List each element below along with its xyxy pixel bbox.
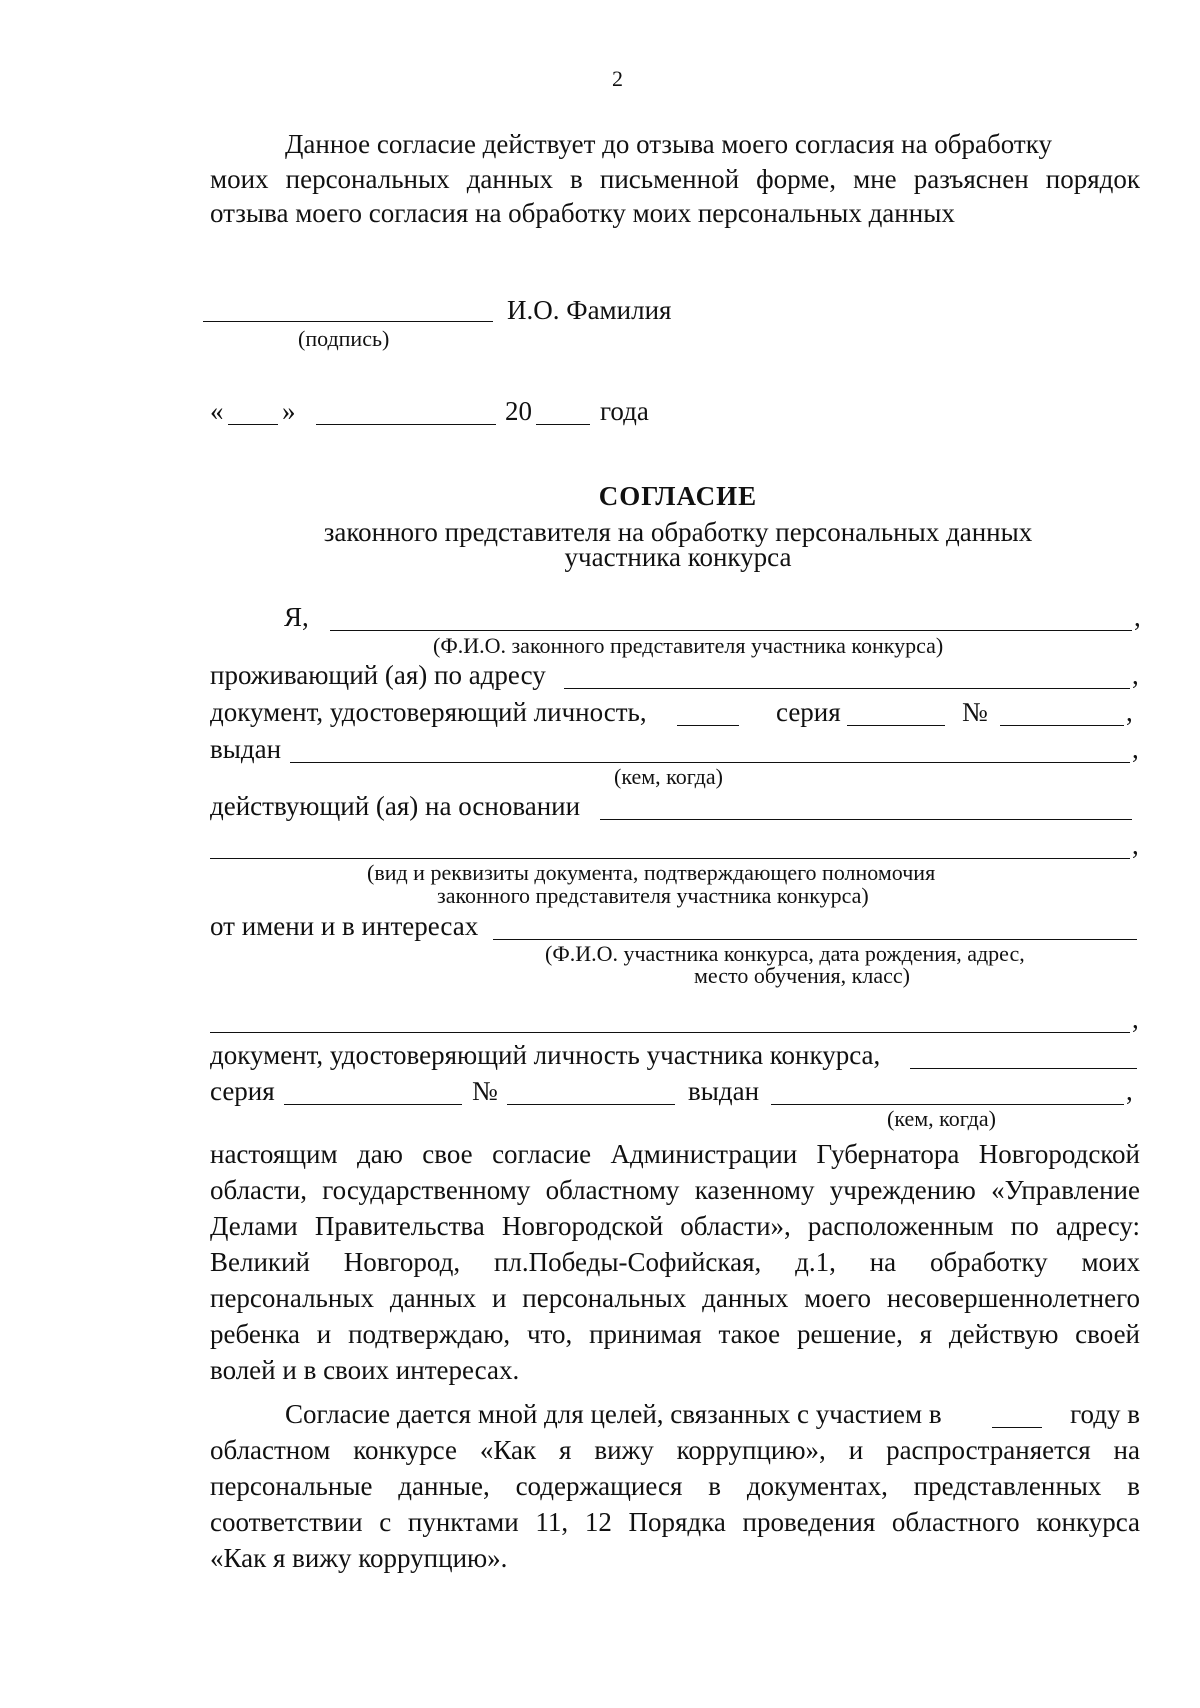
date-open-quote: « <box>210 396 224 426</box>
form-row-basis <box>210 790 1145 826</box>
purpose-line-1-end: году в <box>1070 1399 1140 1429</box>
series-field[interactable] <box>847 725 945 726</box>
behalf-field[interactable] <box>493 939 1137 940</box>
form-row-behalf-continued <box>210 1003 1145 1039</box>
month-blank[interactable] <box>316 424 496 425</box>
basis-label: действующий (ая) на основании <box>210 791 581 821</box>
purpose-line-4: соответствии с пунктами 11, 12 Порядка проведения областного конкурса <box>210 1507 1140 1537</box>
issued-caption: (кем, когда) <box>614 764 723 789</box>
id-doc-comma: , <box>1126 697 1133 727</box>
issued2-field[interactable] <box>771 1104 1124 1105</box>
consent-subtitle-line-2: участника конкурса <box>564 542 792 572</box>
signature-line[interactable] <box>203 321 493 322</box>
number2-label: № <box>472 1076 498 1106</box>
purpose-line-3: персональные данные, содержащиеся в документах, представленных в <box>210 1471 1140 1501</box>
signature-name: И.О. Фамилия <box>507 295 672 325</box>
date-year-prefix: 20 <box>505 396 532 426</box>
series2-label: серия <box>210 1076 275 1106</box>
day-blank[interactable] <box>228 424 278 425</box>
issued-comma: , <box>1132 734 1139 764</box>
body-line-1: настоящим даю свое согласие Администрации Губернатора Новгородской <box>210 1139 1140 1169</box>
fio-field[interactable] <box>330 630 1132 631</box>
fio-caption: (Ф.И.О. законного представителя участника конкурса) <box>433 633 944 658</box>
behalf-comma: , <box>1132 1004 1139 1034</box>
form-row-address <box>210 659 1145 695</box>
date-line <box>210 395 670 431</box>
participant-doc-field[interactable] <box>910 1068 1137 1069</box>
issued2-caption: (кем, когда) <box>887 1106 996 1131</box>
issued-field[interactable] <box>290 762 1130 763</box>
top-paragraph-line-1: Данное согласие действует до отзыва моего согласия на обработку <box>285 129 1052 159</box>
basis-comma: , <box>1132 830 1139 860</box>
purpose-line-1 <box>285 1398 1140 1434</box>
form-row-series-2 <box>210 1075 1145 1111</box>
top-paragraph-line-3: отзыва моего согласия на обработку моих персональных данных <box>210 198 955 228</box>
address-label: проживающий (ая) по адресу <box>210 660 546 690</box>
fio-comma: , <box>1134 602 1141 632</box>
issued2-label: выдан <box>688 1076 760 1106</box>
form-row-participant-doc <box>210 1039 1145 1075</box>
consent-subtitle-line-1: законного представителя на обработку персональных данных <box>323 517 1033 547</box>
purpose-line-2: областном конкурсе «Как я вижу коррупцию», и распространяется на <box>210 1435 1140 1465</box>
page-number: 2 <box>612 66 623 91</box>
purpose-line-5: «Как я вижу коррупцию». <box>210 1543 508 1573</box>
year-blank[interactable] <box>536 424 590 425</box>
address-comma: , <box>1132 660 1139 690</box>
signature-caption: (подпись) <box>298 326 390 351</box>
behalf-field-continued[interactable] <box>210 1032 1130 1033</box>
basis-field-continued[interactable] <box>210 858 1130 859</box>
purpose-line-1-start: Согласие дается мной для целей, связанных с участием в <box>285 1399 942 1429</box>
behalf-label: от имени и в интересах <box>210 911 479 941</box>
body-line-5: персональных данных и персональных данных моего несовершеннолетнего <box>210 1283 1140 1313</box>
year-participation-blank[interactable] <box>992 1427 1042 1428</box>
series2-field[interactable] <box>284 1104 462 1105</box>
top-paragraph-line-2: моих персональных данных в письменной форме, мне разъяснен порядок <box>210 164 1140 194</box>
series-label: серия <box>776 697 841 727</box>
issued-label: выдан <box>210 734 282 764</box>
body-line-7: волей и в своих интересах. <box>210 1355 520 1385</box>
basis-field[interactable] <box>600 819 1132 820</box>
number2-field[interactable] <box>507 1104 675 1105</box>
number-field[interactable] <box>1000 725 1124 726</box>
behalf-caption-line-2: место обучения, класс) <box>694 963 910 988</box>
body-line-6: ребенка и подтверждаю, что, принимая такое решение, я действую своей <box>210 1319 1140 1349</box>
address-field[interactable] <box>564 688 1130 689</box>
basis-caption-line-2: законного представителя участника конкурса) <box>437 883 869 908</box>
form-row-id-doc <box>210 696 1145 732</box>
body-line-2: области, государственному областному казенному учреждению «Управление <box>210 1175 1140 1205</box>
body-line-3: Делами Правительства Новгородской области», расположенным по адресу: <box>210 1211 1140 1241</box>
id-doc-label: документ, удостоверяющий личность, <box>210 697 647 727</box>
id-doc-type-field[interactable] <box>677 725 739 726</box>
basis-caption-line-1: (вид и реквизиты документа, подтверждающего полномочия <box>367 860 936 885</box>
date-year-word: года <box>600 396 649 426</box>
issued2-comma: , <box>1126 1076 1133 1106</box>
participant-doc-label: документ, удостоверяющий личность участника конкурса, <box>210 1040 881 1070</box>
i-label: Я, <box>284 602 309 632</box>
date-close-quote: » <box>282 396 296 426</box>
behalf-caption-line-1: (Ф.И.О. участника конкурса, дата рождения, адрес, <box>545 941 1025 966</box>
body-line-4: Великий Новгород, пл.Победы-Софийская, д.1, на обработку моих <box>210 1247 1140 1277</box>
number-label: № <box>962 697 988 727</box>
form-row-fio <box>210 601 1145 637</box>
consent-title: СОГЛАСИЕ <box>598 481 758 511</box>
